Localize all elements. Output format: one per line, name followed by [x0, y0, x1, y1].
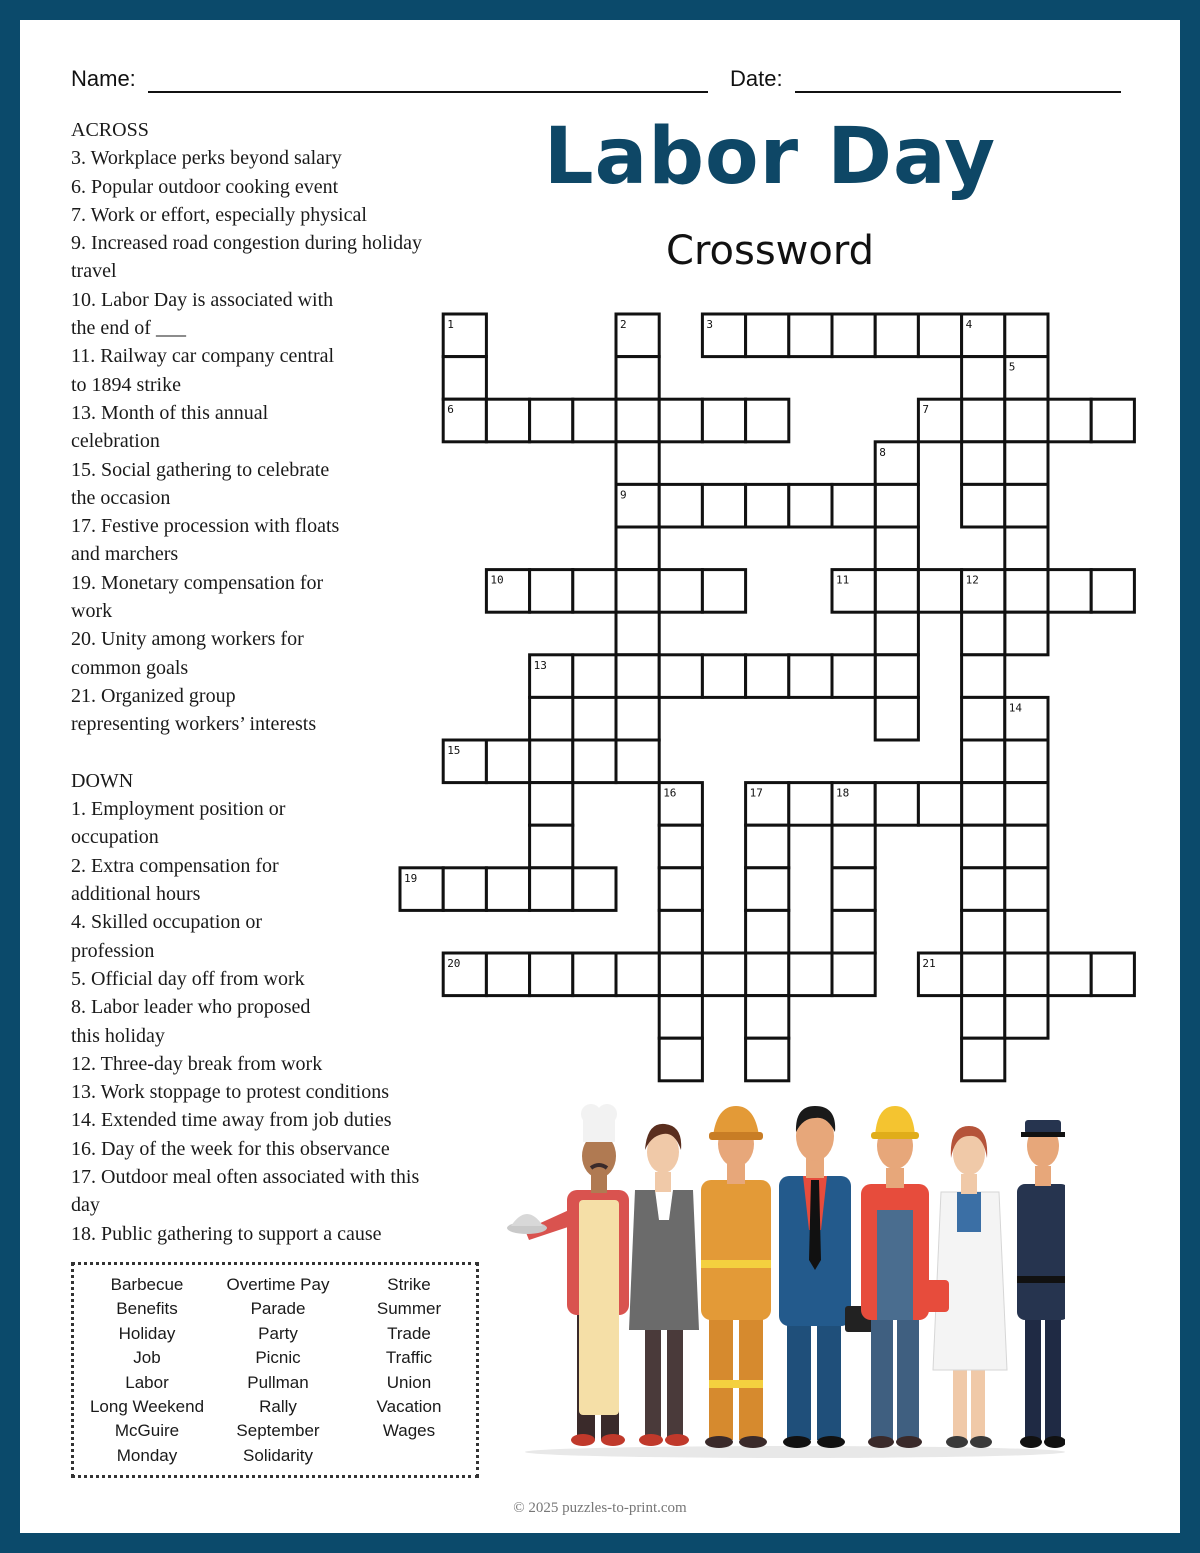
grid-cell[interactable] — [702, 399, 745, 442]
grid-cell[interactable] — [962, 484, 1005, 527]
grid-cell[interactable] — [962, 1038, 1005, 1081]
grid-cell[interactable] — [962, 612, 1005, 655]
grid-cell[interactable] — [746, 399, 789, 442]
clue-line: 12. Three-day break from work — [71, 1052, 323, 1075]
word-bank-word: Summer — [376, 1299, 442, 1319]
clue-line: day — [71, 1194, 100, 1217]
clue-line: 6. Popular outdoor cooking event — [71, 175, 339, 198]
clue-number: 1 — [447, 318, 454, 331]
grid-cell[interactable] — [918, 314, 961, 357]
grid-cell[interactable] — [573, 740, 616, 783]
grid-cell[interactable] — [659, 825, 702, 868]
grid-cell[interactable] — [659, 953, 702, 996]
grid-cell[interactable] — [962, 399, 1005, 442]
grid-cell[interactable] — [486, 953, 529, 996]
clue-number: 2 — [620, 318, 627, 331]
clue-line: 16. Day of the week for this observance — [71, 1137, 390, 1160]
grid-cell[interactable] — [746, 1038, 789, 1081]
word-bank-column — [339, 1273, 479, 1444]
grid-cell[interactable] — [1005, 399, 1048, 442]
grid-cell[interactable] — [530, 783, 573, 826]
clue-line: 13. Month of this annual — [71, 401, 269, 424]
clue-line: work — [71, 600, 113, 623]
grid-cell[interactable] — [573, 953, 616, 996]
clue-number: 15 — [447, 744, 461, 757]
grid-cell[interactable] — [702, 953, 745, 996]
workers-group-illustration — [505, 1080, 1065, 1460]
word-bank-word: Party — [258, 1323, 298, 1343]
grid-cell[interactable] — [832, 484, 875, 527]
grid-cell[interactable] — [962, 655, 1005, 698]
grid-cell[interactable] — [659, 868, 702, 911]
clue-line: representing workers’ interests — [71, 713, 317, 736]
grid-cell[interactable] — [616, 740, 659, 783]
grid-cell[interactable] — [616, 612, 659, 655]
grid-cell[interactable] — [746, 868, 789, 911]
grid-cell[interactable] — [789, 783, 832, 826]
clue-line: the end of ___ — [71, 317, 186, 340]
clue-number: 14 — [1008, 701, 1023, 715]
clue-number: 4 — [965, 318, 973, 331]
grid-cell[interactable] — [1005, 527, 1048, 570]
grid-cell[interactable] — [1005, 996, 1048, 1039]
word-bank-word: Strike — [387, 1275, 431, 1294]
grid-cell[interactable] — [530, 740, 573, 783]
clue-number: 9 — [620, 488, 627, 502]
grid-cell[interactable] — [616, 697, 659, 740]
clue-number: 3 — [706, 318, 714, 331]
clue-line: 8. Labor leader who proposed — [71, 996, 311, 1019]
clue-line: travel — [71, 260, 117, 283]
word-bank-word: Monday — [116, 1445, 178, 1465]
grid-cell[interactable] — [702, 484, 745, 527]
clue-line: 17. Outdoor meal often associated with this — [71, 1165, 420, 1188]
grid-cell[interactable] — [832, 314, 875, 357]
clue-line: 13. Work stoppage to protest conditions — [71, 1081, 389, 1104]
grid-cell[interactable] — [702, 570, 745, 613]
clue-number: 17 — [749, 786, 763, 800]
clue-line: occupation — [71, 826, 159, 849]
grid-cell[interactable] — [1091, 953, 1134, 996]
clue-number: 13 — [533, 658, 547, 672]
grid-cell[interactable] — [875, 783, 918, 826]
grid-cell[interactable] — [573, 868, 616, 911]
grid-cell[interactable] — [616, 527, 659, 570]
businessman-figure — [779, 1106, 875, 1448]
grid-cell[interactable] — [443, 357, 486, 400]
grid-cell[interactable] — [616, 357, 659, 400]
grid-cell[interactable] — [875, 697, 918, 740]
clue-line: 20. Unity among workers for — [71, 628, 304, 651]
grid-cell[interactable] — [1005, 314, 1048, 357]
grid-cell[interactable] — [573, 570, 616, 613]
date-label: Date: — [730, 66, 783, 91]
clue-section-heading: ACROSS — [71, 119, 149, 141]
word-bank-word: Job — [133, 1348, 161, 1368]
clue-line: 5. Official day off from work — [71, 967, 305, 990]
word-bank-word: Union — [386, 1372, 432, 1392]
grid-cell[interactable] — [789, 655, 832, 698]
clue-number: 20 — [447, 957, 461, 970]
word-bank-word: Long Weekend — [89, 1397, 205, 1417]
grid-cell[interactable] — [443, 868, 486, 911]
word-bank-word: September — [236, 1421, 320, 1441]
clue-number: 18 — [836, 786, 850, 800]
grid-cell[interactable] — [746, 910, 789, 953]
grid-cell[interactable] — [832, 953, 875, 996]
grid-cell[interactable] — [702, 655, 745, 698]
grid-cell[interactable] — [659, 1038, 702, 1081]
doctor-figure — [925, 1126, 1007, 1448]
word-bank-word: McGuire — [114, 1421, 180, 1441]
word-bank-word: Labor — [125, 1372, 169, 1392]
construction-worker-figure — [861, 1106, 929, 1448]
grid-cell[interactable] — [875, 314, 918, 357]
office-woman-figure — [629, 1124, 699, 1446]
word-bank-word: Holiday — [118, 1323, 176, 1343]
clue-line: 11. Railway car company central — [71, 345, 335, 368]
grid-cell[interactable] — [1005, 868, 1048, 911]
grid-cell[interactable] — [1005, 570, 1048, 613]
grid-cell[interactable] — [530, 825, 573, 868]
grid-cell[interactable] — [962, 442, 1005, 485]
grid-cell[interactable] — [962, 697, 1005, 740]
grid-cell[interactable] — [746, 655, 789, 698]
grid-cell[interactable] — [1091, 399, 1134, 442]
clue-line: 3. Workplace perks beyond salary — [71, 147, 342, 170]
clue-number: 6 — [447, 403, 454, 417]
grid-cell[interactable] — [616, 442, 659, 485]
clue-number: 11 — [836, 573, 850, 587]
word-bank-word: Parade — [250, 1299, 306, 1319]
clue-line: 1. Employment position or — [71, 798, 286, 821]
clue-line: profession — [71, 939, 155, 962]
grid-cell[interactable] — [875, 484, 918, 527]
grid-cell[interactable] — [616, 399, 659, 442]
word-bank-word: Barbecue — [110, 1275, 184, 1294]
word-bank-word: Solidarity — [243, 1445, 313, 1465]
grid-cell[interactable] — [746, 996, 789, 1039]
grid-cell[interactable] — [746, 314, 789, 357]
grid-cell[interactable] — [918, 783, 961, 826]
grid-cell[interactable] — [789, 953, 832, 996]
grid-cell[interactable] — [530, 868, 573, 911]
grid-cell[interactable] — [530, 953, 573, 996]
grid-cell[interactable] — [918, 570, 961, 613]
grid-cell[interactable] — [1005, 484, 1048, 527]
copyright-footer: © 2025 puzzles-to-print.com — [513, 1500, 687, 1516]
word-bank-word: Trade — [387, 1323, 431, 1343]
clue-line: 17. Festive procession with floats — [71, 515, 340, 538]
grid-cell[interactable] — [659, 399, 702, 442]
grid-cell[interactable] — [530, 697, 573, 740]
clue-number: 10 — [490, 573, 504, 587]
police-figure — [1017, 1120, 1065, 1448]
clue-number: 7 — [922, 403, 930, 417]
clue-line: 7. Work or effort, especially physical — [71, 203, 367, 226]
grid-cell[interactable] — [573, 399, 616, 442]
grid-cell[interactable] — [962, 825, 1005, 868]
grid-cell[interactable] — [1005, 825, 1048, 868]
word-bank-word: Vacation — [376, 1397, 442, 1417]
grid-cell[interactable] — [1091, 570, 1134, 613]
word-bank-word: Pullman — [247, 1372, 309, 1392]
grid-cell[interactable] — [875, 527, 918, 570]
grid-cell[interactable] — [486, 740, 529, 783]
clue-section-heading: DOWN — [71, 769, 134, 792]
clue-number: 5 — [1008, 360, 1016, 374]
grid-cell[interactable] — [962, 910, 1005, 953]
clue-line: 2. Extra compensation for — [71, 854, 279, 877]
grid-cell[interactable] — [616, 655, 659, 698]
grid-cell[interactable] — [1005, 442, 1048, 485]
grid-cell[interactable] — [962, 783, 1005, 826]
clue-number: 21 — [922, 957, 936, 970]
grid-cell[interactable] — [530, 570, 573, 613]
grid-cell[interactable] — [1005, 612, 1048, 655]
grid-cell[interactable] — [789, 484, 832, 527]
grid-cell[interactable] — [789, 314, 832, 357]
grid-cell[interactable] — [659, 570, 702, 613]
grid-cell[interactable] — [659, 484, 702, 527]
grid-cell[interactable] — [1005, 953, 1048, 996]
grid-cell[interactable] — [659, 655, 702, 698]
name-label: Name: — [71, 66, 136, 91]
word-bank-word: Traffic — [385, 1348, 433, 1368]
clue-line: 14. Extended time away from job duties — [71, 1109, 392, 1132]
clue-number: 16 — [663, 786, 677, 800]
word-bank-column — [77, 1273, 217, 1468]
word-bank-column — [208, 1273, 348, 1468]
word-bank-word: Wages — [382, 1421, 436, 1441]
grid-cell[interactable] — [746, 825, 789, 868]
page-title: Labor Day — [543, 112, 997, 202]
clue-line: the occasion — [71, 486, 171, 509]
clue-line: to 1894 strike — [71, 373, 181, 396]
grid-cell[interactable] — [746, 484, 789, 527]
clue-line: 4. Skilled occupation or — [71, 911, 263, 934]
clue-line: 15. Social gathering to celebrate — [71, 458, 330, 481]
grid-cell[interactable] — [875, 612, 918, 655]
clue-line: and marchers — [71, 543, 179, 566]
grid-cell[interactable] — [746, 953, 789, 996]
clue-number: 12 — [965, 573, 979, 587]
grid-cell[interactable] — [1048, 570, 1091, 613]
word-bank-word: Rally — [259, 1397, 297, 1417]
firefighter-figure — [701, 1106, 771, 1448]
grid-cell[interactable] — [962, 740, 1005, 783]
grid-cell[interactable] — [530, 399, 573, 442]
grid-cell[interactable] — [486, 399, 529, 442]
grid-cell[interactable] — [832, 868, 875, 911]
grid-cell[interactable] — [875, 655, 918, 698]
clue-line: 21. Organized group — [71, 684, 236, 707]
grid-cell[interactable] — [962, 868, 1005, 911]
clue-line: 19. Monetary compensation for — [71, 571, 324, 594]
clue-line: 10. Labor Day is associated with — [71, 288, 334, 311]
clue-line: additional hours — [71, 883, 201, 906]
clue-line: 9. Increased road congestion during holiday — [71, 232, 423, 255]
grid-cell[interactable] — [832, 655, 875, 698]
clue-number: 19 — [404, 871, 418, 885]
grid-cell[interactable] — [1048, 953, 1091, 996]
grid-cell[interactable] — [1005, 910, 1048, 953]
clue-number: 8 — [879, 445, 886, 459]
grid-cell[interactable] — [659, 996, 702, 1039]
clue-line: this holiday — [71, 1024, 165, 1047]
word-bank-word: Picnic — [255, 1348, 301, 1368]
page-subtitle: Crossword — [666, 228, 874, 274]
clue-line: common goals — [71, 656, 189, 679]
grid-cell[interactable] — [1005, 783, 1048, 826]
grid-cell[interactable] — [962, 357, 1005, 400]
grid-cell[interactable] — [616, 953, 659, 996]
word-bank — [71, 1262, 479, 1478]
grid-cell[interactable] — [832, 910, 875, 953]
grid-cell[interactable] — [962, 953, 1005, 996]
grid-cell[interactable] — [962, 996, 1005, 1039]
grid-cell[interactable] — [1005, 740, 1048, 783]
chef-figure — [507, 1104, 629, 1446]
grid-cell[interactable] — [875, 570, 918, 613]
clue-line: 18. Public gathering to support a cause — [71, 1222, 382, 1245]
word-bank-word: Benefits — [116, 1299, 178, 1319]
grid-cell[interactable] — [486, 868, 529, 911]
grid-cell[interactable] — [659, 910, 702, 953]
grid-cell[interactable] — [832, 825, 875, 868]
clue-line: celebration — [71, 430, 160, 453]
grid-cell[interactable] — [1048, 399, 1091, 442]
grid-cell[interactable] — [573, 655, 616, 698]
word-bank-word: Overtime Pay — [226, 1275, 330, 1294]
grid-cell[interactable] — [616, 570, 659, 613]
